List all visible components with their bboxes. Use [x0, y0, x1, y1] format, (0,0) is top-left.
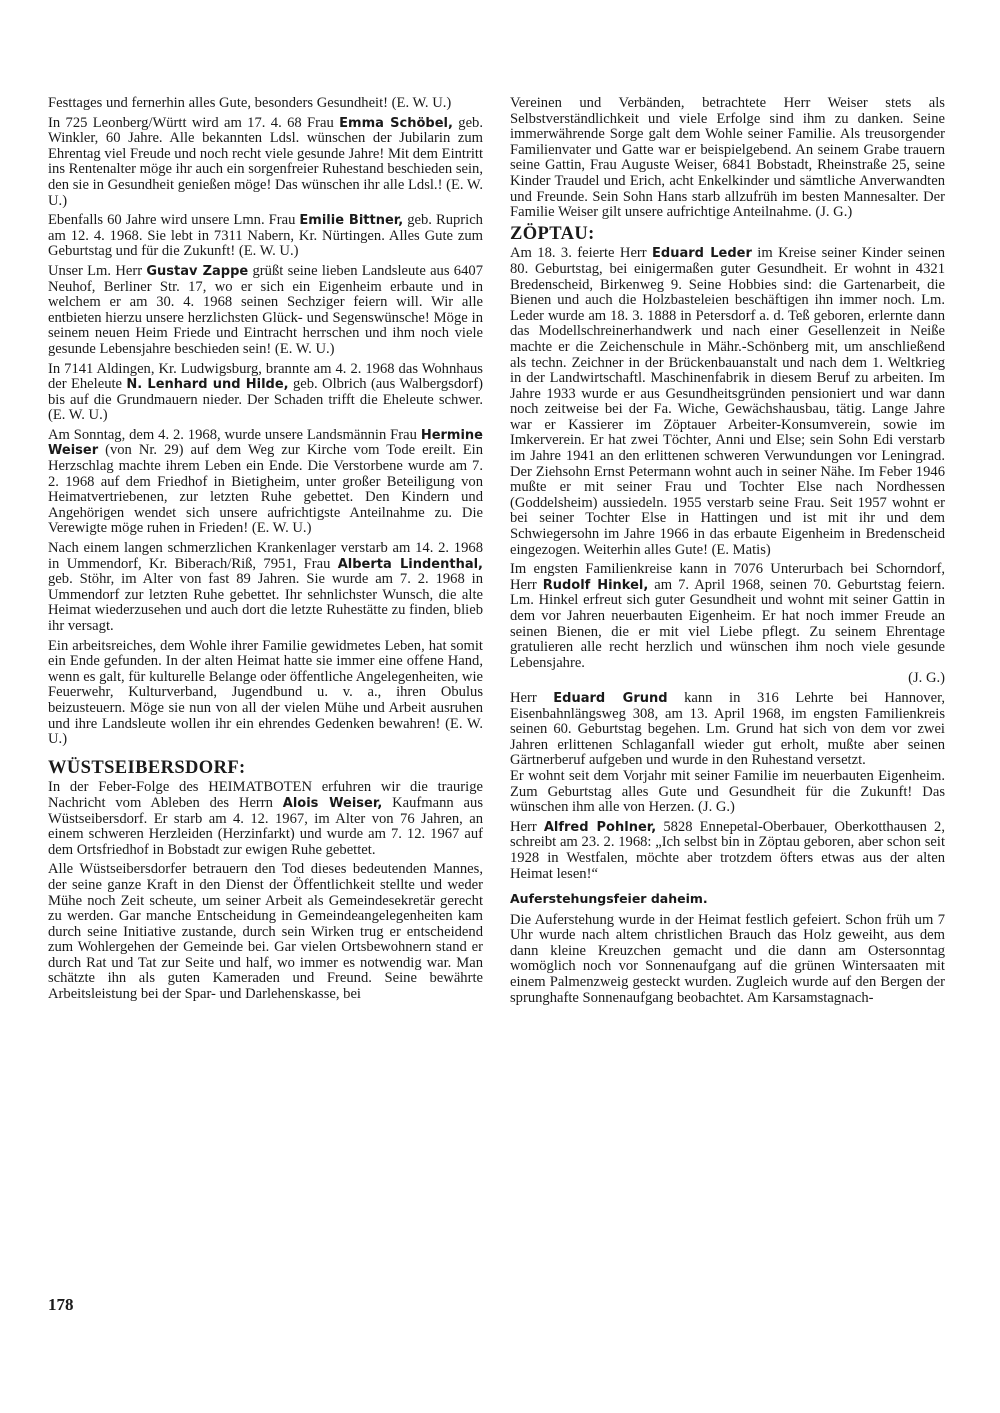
article-paragraph: Unser Lm. Herr Gustav Zappe grüßt seine lieben Landsleute aus 6407 Neuhof, Berliner Str. 17, wo er sich ein Eigenheim erbaute und in welchem er am 30. 4. 1968 seinen Sechziger feiern will. Wir alle entbieten hierzu unsere herzlichsten Glück- und Segenswünsche! Möge in seinem neuen Heim Friede und Eintracht herrschen und ihm noch viele gesunde Lebensjahre beschieden sein! (E. W. U.) — [48, 262, 483, 357]
article-paragraph: Vereinen und Verbänden, betrachtete Herr Weiser stets als Selbstverständlichkeit und viele Erfolge sind ihm zu danken. Seine immerwährende Sorge galt dem Wohle seiner Familie. Als treusorgender Familienvater und Gatte war er beispielgebend. An seinem Grabe trauern seine Gattin, Frau Auguste Weiser, 6841 Bobstadt, Rheinstraße 25, seine Kinder Traudel und Erich, acht Enkelkinder und sämtliche Anverwandten und Freunde. Sein Sohn Hans starb allzufrüh im besten Mannesalter. Der Familie Weiser gilt unsere aufrichtige Anteilnahme. (J. G.) — [510, 95, 945, 221]
page-number: 178 — [48, 1295, 74, 1314]
article-paragraph: In 725 Leonberg/Württ wird am 17. 4. 68 Frau Emma Schöbel, geb. Winkler, 60 Jahre. Alle bekannten Ldsl. wünschen der Jubilarin zum Ehrentag viel Freude und noch recht viele gesunde Jahre! Mit dem Eintritt ins Rentenalter möge ihr auch ein sorgenfreier Ruhestand beschieden sein, den sie in Gesundheit genießen möge! Das wünschen ihr alle Ldsl.! (E. W. U.) — [48, 114, 484, 209]
article-paragraph: Am 18. 3. feierte Herr Eduard Leder im Kreise seiner Kinder seinen 80. Geburtstag, bei einigermaßen guter Gesundheit. Er wohnt in 4321 Bredenscheid, Birkenweg 9. Seine Hobbies sind: die Gartenarbeit, die Bienen und auch die Holzbasteleien beschäftigen ihn immer noch. Lm. Leder wurde am 18. 3. 1888 in Petersdorf a. d. Teß geboren, erlernte dann das Modellschreinerhandwerk und nach einer Gesellenzeit in Neiße machte er die Zeichenschule in Mähr.-Schönberg mit, um anschließend als techn. Zeichner in der Brückenbauanstalt und nach dem 1. Weltkrieg in der Landwirtschaftl. Maschinenfabrik in diesem Beruf zu arbeiten. Im Jahre 1933 wurde er aus Gesundheitsgründen pensioniert und war dann noch zeitweise bei der Fa. Wiche, Gewächshausbau, tätig. Lange Jahre war er Kassierer im Zöptauer Arbeiter-Konsumverein, sowie im Imkerverein. Er hat zwei Töchter, Anni und Else; sein Sohn Edi verstarb im Jahre 1941 an den erlittenen schweren Verwundungen vor Leningrad. Der Ziehsohn Ernst Petermann wohnt auch in seiner Nähe. Im Feber 1946 mußte er mit seiner Frau und Tochter Else nach Nordhessen (Goddelsheim) aussiedeln. 1955 verstarb seine Frau. Seit 1957 wohnt er bei seiner Tochter Else in Hattingen und ist mit ihr und dem Schwiegersohn im Jahre 1966 in das erbaute Eigenheim in Bredenscheid eingezogen. Weiterhin alles Gute! (E. Matis) — [510, 245, 946, 558]
article-paragraph: Alle Wüstseibersdorfer betrauern den Tod dieses bedeutenden Mannes, der seine ganze Kraft in den Dienst der Öffentlichkeit stellte und weder Mühe noch Zeit scheute, um seiner Arbeit als Gemeindesekretär gerecht zu werden. Gar manche Entscheidung in Gemeindeangelegenheiten kam durch seine Initiative zustande, durch sein Wirken trug er entscheidend zum Wohlergehen der Gemeinde bei. Gar vielen Ortsbewohnern stand er durch Rat und Tat zur Seite und half, wo immer es notwendig war. Man schätzte ihn als guten Kameraden und Freund. Seine bewährte Arbeitsleistung bei der Spar- und Darlehenskasse, bei — [48, 861, 483, 1003]
article-paragraph: In der Feber-Folge des HEIMATBOTEN erfuhren wir die traurige Nachricht vom Ableben des Herrn Alois Weiser, Kaufmann aus Wüstseibersdorf. Er starb am 4. 12. 1967, im Alter von 76 Jahren, an einem schweren Herzleiden (Herzinfarkt) und wurde am 7. 12. 1967 auf dem Ortsfriedhof in Bobstadt zur ewigen Ruhe gebettet. — [48, 779, 483, 858]
article-signature: (J. G.) — [908, 670, 945, 687]
section-heading-wuestseibersdorf: WÜSTSEIBERSDORF: — [48, 757, 246, 778]
person-name: Emilie Bittner, — [299, 213, 404, 229]
article-paragraph: Ein arbeitsreiches, dem Wohle ihrer Familie gewidmetes Leben, hat somit ein Ende gefunden. In der alten Heimat hatte sie immer eine offene Hand, wenn es galt, für kulturelle Belange oder öffentliche Angelegenheiten, wie Feuerwehr, Kulturverband, Jugendbund u. v. a., ihren Obulus beizusteuern. Möge sie nun von all der vielen Mühe und Arbeit ausruhen und ihre Landsleute wollen ihr ein ehrendes Gedenken bewahren! (E. W. U.) — [48, 637, 483, 748]
person-name: Eduard Grund — [553, 690, 668, 706]
person-name: Rudolf Hinkel, — [542, 577, 649, 593]
person-name: Alfred Pohlner, — [543, 819, 657, 835]
person-name: Eduard Leder — [652, 246, 752, 262]
person-name: Alberta Lindenthal, — [337, 556, 483, 572]
article-paragraph: Die Auferstehung wurde in der Heimat festlich gefeiert. Schon früh um 7 Uhr wurde nach altem christlichen Brauch das Holz geweiht, aus dem dann kleine Kreuzchen gemacht und die dann am Ostersonntag womöglich noch vor Sonnenaufgang auf die grünen Wintersaaten mit einem Palmenzweig gesteckt wurden. Zugleich wurde auf den Bergen der sprunghafte Sonnenaufgang beobachtet. Am Karsamstagnach- — [510, 911, 945, 1006]
article-paragraph: Im engsten Familienkreise kann in 7076 Unterurbach bei Schorndorf, Herr Rudolf Hinkel, am 7. April 1968, seinen 70. Geburtstag feiern. Lm. Hinkel erfreut sich guter Gesundheit und wohnt mit seiner Gattin in dem vor Jahren neuerbauten Eigenheim. Er hat noch immer Freude an seinen Bienen, die er mit viel Liebe pflegt. Zu seinem Ehrentage gratulieren alle recht herzlich und wünschen ihm noch viele gesunde Lebensjahre. — [510, 561, 945, 671]
person-name: Emma Schöbel, — [339, 115, 453, 131]
article-paragraph: Herr Alfred Pohlner, 5828 Ennepetal-Oberbauer, Oberkotthausen 2, schreibt am 23. 2. 1968: „Ich selbst bin in Zöptau geboren, aber schon seit 1928 in Westfalen, möchte aber trotzdem öfters etwas aus der alten Heimat lesen!“ — [510, 818, 946, 882]
article-paragraph: Am Sonntag, dem 4. 2. 1968, wurde unsere Landsmännin Frau Hermine Weiser (von Nr. 29) auf dem Weg zur Kirche vom Tode ereilt. Ein Herzschlag machte ihrem Leben ein Ende. Die Verstorbene wurde am 7. 2. 1968 auf dem Friedhof in Bietigheim, unter großer Beteiligung von Heimatvertriebenen, zur letzten Ruhe gebettet. Den Kindern und Angehörigen wendet sich unsere aufrichtigste Anteilnahme zu. Die Verewigte möge ruhen in Frieden! (E. W. U.) — [48, 426, 483, 537]
article-paragraph: Ebenfalls 60 Jahre wird unsere Lmn. Frau Emilie Bittner, geb. Ruprich am 12. 4. 1968. Sie lebt in 7311 Nabern, Kr. Nürtingen. Alles Gute zum Geburtstag und für die Zukunft! (E. W. U.) — [48, 212, 483, 260]
person-name: Gustav Zappe — [146, 263, 249, 279]
article-paragraph: Nach einem langen schmerzlichen Krankenlager verstarb am 14. 2. 1968 in Ummendorf, Kr. Biberach/Riß, 7951, Frau Alberta Lindenthal, geb. Stöhr, im Alter von fast 89 Jahren. Sie wurde am 7. 2. 1968 in Ummendorf zur letzten Ruhe gebettet. Ihr sehnlichster Wunsch, die alte Heimat wiederzusehen und auch dort die letzte Ruhestätte zu finden, blieb ihr versagt. — [48, 540, 483, 634]
article-paragraph: Festtages und fernerhin alles Gute, besonders Gesundheit! (E. W. U.) — [48, 95, 452, 111]
article-paragraph: In 7141 Aldingen, Kr. Ludwigsburg, brannte am 4. 2. 1968 das Wohnhaus der Eheleute N. Lenhard und Hilde, geb. Olbrich (aus Walbergsdorf) bis auf die Grundmauern nieder. Der Schaden trifft die Eheleute schwer. (E. W. U.) — [48, 360, 483, 424]
article-paragraph: Er wohnt seit dem Vorjahr mit seiner Familie im neuerbauten Eigenheim. Zum Geburtstag alles Gute und Gesundheit für die Zukunft! Das wünschen ihm alle von Herzen. (J. G.) — [510, 767, 945, 816]
person-name: N. Lenhard und Hilde, — [126, 377, 289, 393]
person-name: Alois Weiser, — [282, 795, 383, 811]
section-heading-zoeptau: ZÖPTAU: — [510, 223, 595, 244]
left-column — [48, 96, 483, 1007]
subheading-auferstehungsfeier: Auferstehungsfeier daheim. — [510, 891, 708, 907]
right-column — [510, 96, 945, 1010]
article-paragraph: Herr Eduard Grund kann in 316 Lehrte bei Hannover, Eisenbahnlängsweg 308, am 13. April 1968, im engsten Familienkreis seinen 60. Geburtstag begehen. Lm. Grund hat sich von dem vor zwei Jahren erlittenen Schlaganfall wieder gut erholt, mußte aber seinen Gärtnerberuf aufgeben und wurde in den Ruhestand versetzt. — [510, 689, 946, 769]
person-name: Hermine Weiser — [48, 427, 483, 459]
